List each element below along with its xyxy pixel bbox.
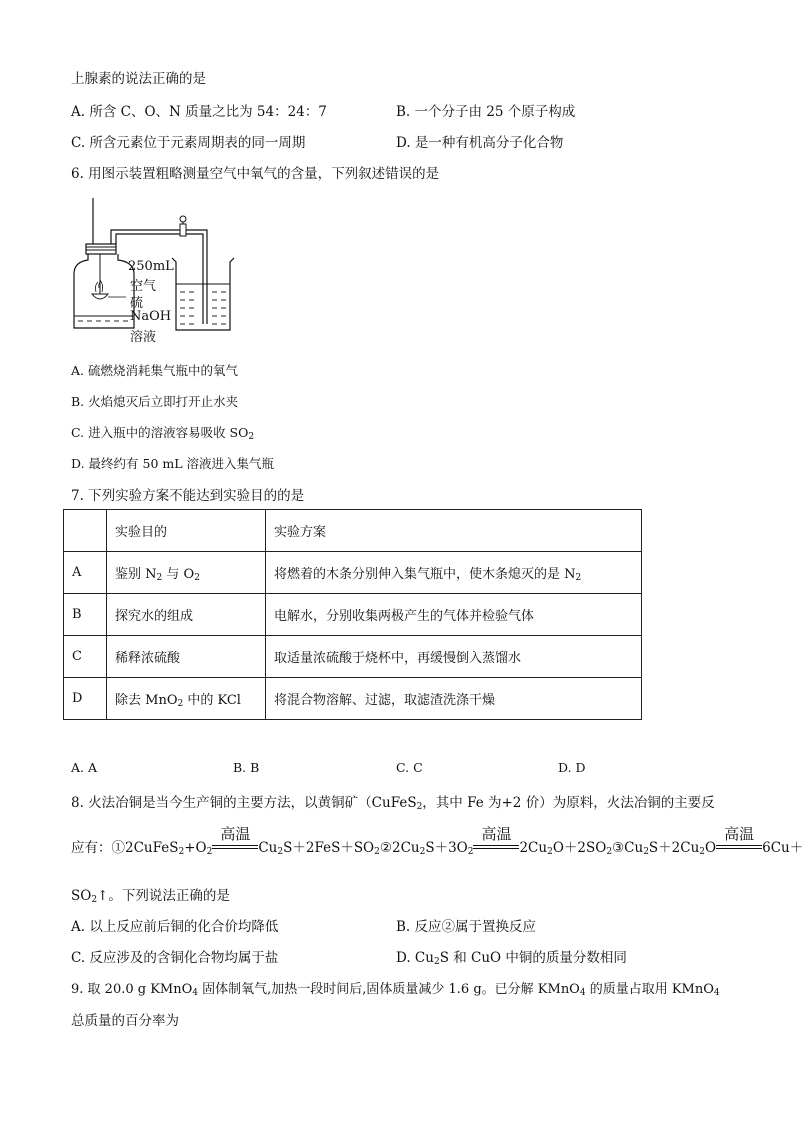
table-header-cell: 实验目的 xyxy=(107,510,266,552)
row-plan: 取适量浓硫酸于烧杯中，再缓慢倒入蒸馏水 xyxy=(266,636,642,678)
experiment-table xyxy=(63,509,642,720)
q5-option-c: C. 所含元素位于元素周期表的同一周期 xyxy=(71,135,306,151)
table-header-row xyxy=(64,510,642,552)
table-header-cell xyxy=(64,510,107,552)
row-id: C xyxy=(64,636,107,678)
q5-option-a: A. 所含 C、O、N 质量之比为 54：24：7 xyxy=(71,104,327,120)
row-id: A xyxy=(64,552,107,594)
reaction-equations: 应有：$①2CuFeS_2+O_2$ 高温 $Cu_2S+2FeS+SO_2②2Cu_2S+3O_2$ 高温 $2Cu_2O+2SO_2③Cu_2S+2Cu_2O$ 高温 6Cu＋ xyxy=(71,825,803,857)
label-250ml: 250mL xyxy=(128,259,174,274)
q6-option-b: B. 火焰熄灭后立即打开止水夹 xyxy=(71,394,239,409)
q8-option-a: A. 以上反应前后铜的化合价均降低 xyxy=(71,919,279,935)
q8-continuation: $SO_2↑$。下列说法正确的是 xyxy=(71,888,230,905)
question-9-stem: 9. 取 20.0 g KMnO$_4$ 固体制氧气,加热一段时间后,固体质量减少 1.6 g。已分解 KMnO$_4$ 的质量占取用 KMnO$_4$ xyxy=(71,982,720,998)
q8-option-c: C. 反应涉及的含铜化合物均属于盐 xyxy=(71,950,279,966)
q7-answer-b: B. B xyxy=(233,760,260,775)
table-row xyxy=(64,552,642,594)
q8-option-b: B. 反应②属于置换反应 xyxy=(396,919,537,935)
row-id: B xyxy=(64,594,107,636)
question-6-stem: 6. 用图示装置粗略测量空气中氧气的含量，下列叙述错误的是 xyxy=(71,166,440,182)
table-row xyxy=(64,594,642,636)
q5-option-b: B. 一个分子由 25 个原子构成 xyxy=(396,104,576,120)
row-goal: 稀释浓硫酸 xyxy=(107,636,266,678)
question-7-stem: 7. 下列实验方案不能达到实验目的的是 xyxy=(71,488,305,504)
q7-answer-d: D. D xyxy=(558,760,586,775)
table-row xyxy=(64,678,642,720)
q6-option-d: D. 最终约有 50 mL 溶液进入集气瓶 xyxy=(71,456,275,471)
high-temp-condition: 高温 xyxy=(716,839,762,853)
row-id: D xyxy=(64,678,107,720)
q6-option-a: A. 硫燃烧消耗集气瓶中的氧气 xyxy=(71,363,239,378)
row-plan: 电解水，分别收集两极产生的气体并检验气体 xyxy=(266,594,642,636)
high-temp-condition: 高温 xyxy=(212,839,258,853)
question-9-stem-line2: 总质量的百分率为 xyxy=(71,1013,179,1029)
high-temp-condition: 高温 xyxy=(473,839,519,853)
label-sulfur: 硫 xyxy=(130,296,144,311)
q5-option-d: D. 是一种有机高分子化合物 xyxy=(396,135,564,151)
question-5-stem-tail: 上腺素的说法正确的是 xyxy=(71,71,206,87)
label-solution: 溶液 xyxy=(130,330,157,345)
table-row xyxy=(64,636,642,678)
row-goal: 鉴别 $N_2$ 与 $O_2$ xyxy=(107,552,266,594)
q7-answer-a: A. A xyxy=(71,760,98,775)
label-air: 空气 xyxy=(130,279,157,294)
q8-option-d: D. $Cu_2S$ 和 CuO 中铜的质量分数相同 xyxy=(396,950,627,967)
table-header-cell: 实验方案 xyxy=(266,510,642,552)
question-8-stem: 8. 火法冶铜是当今生产铜的主要方法，以黄铜矿（CuFeS$_2$，其中 Fe 为+2 价）为原料，火法冶铜的主要反 xyxy=(71,795,715,812)
row-plan: 将混合物溶解、过滤，取滤渣洗涤干燥 xyxy=(266,678,642,720)
row-goal: 探究水的组成 xyxy=(107,594,266,636)
label-naoh: NaOH xyxy=(130,309,172,324)
row-plan: 将燃着的木条分别伸入集气瓶中，使木条熄灭的是 $N_2$ xyxy=(266,552,642,594)
q7-answer-c: C. C xyxy=(396,760,423,775)
q6-option-c: C. 进入瓶中的溶液容易吸收 $SO_2$ xyxy=(71,425,255,442)
row-goal: 除去 MnO$_2$ 中的 KCl xyxy=(107,678,266,720)
